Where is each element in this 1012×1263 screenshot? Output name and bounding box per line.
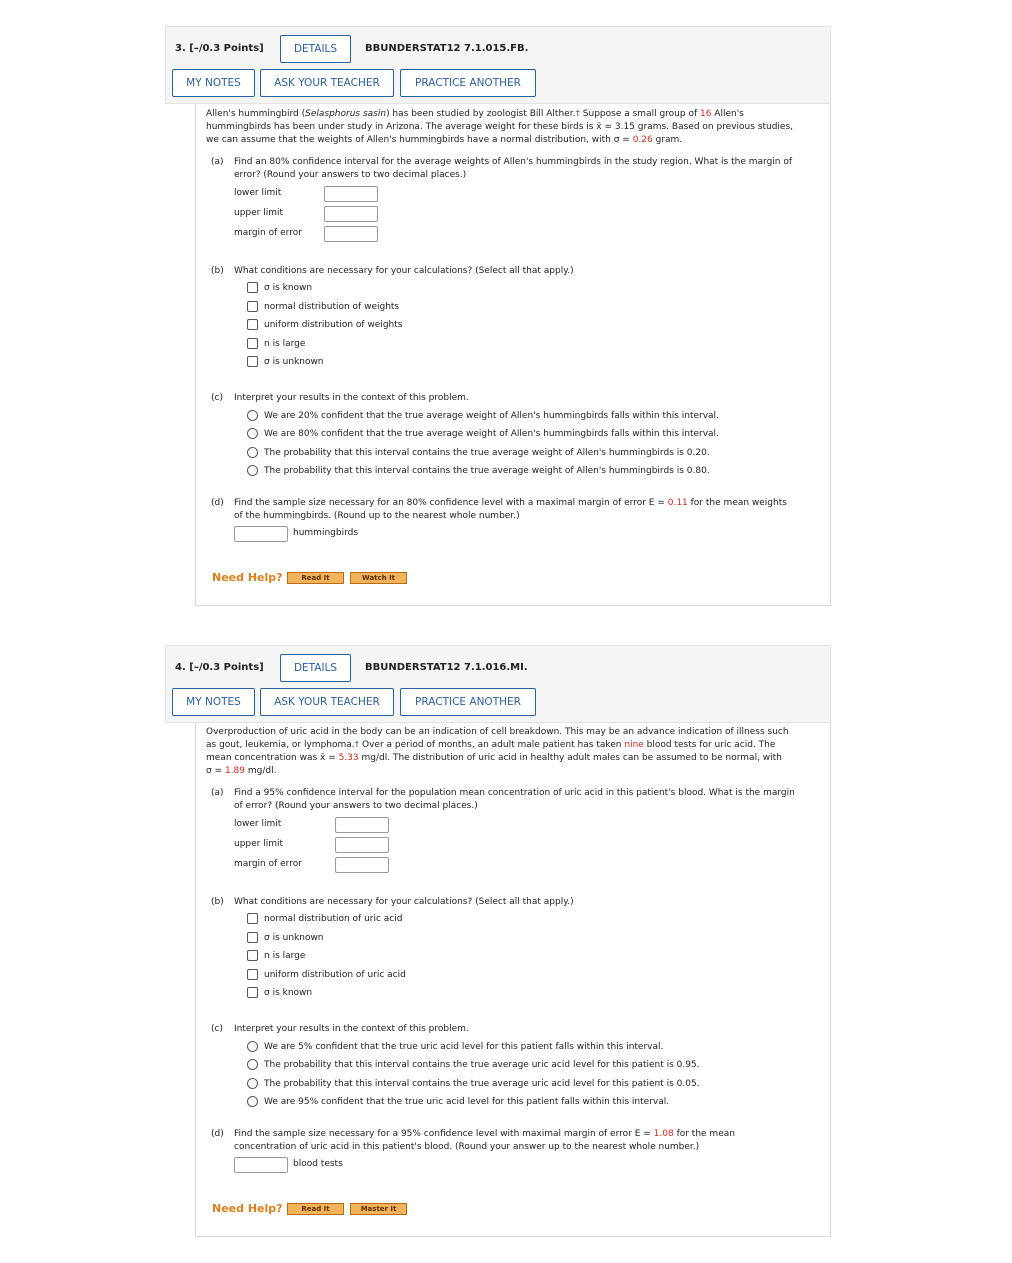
checkbox[interactable] bbox=[247, 969, 258, 980]
margin-of-error-input[interactable] bbox=[335, 857, 389, 873]
checkbox-option[interactable]: normal distribution of uric acid bbox=[247, 913, 402, 924]
sample-size-input[interactable] bbox=[234, 526, 288, 542]
checkbox[interactable] bbox=[247, 913, 258, 924]
question-number: 4. [–/0.3 Points] bbox=[175, 662, 264, 673]
checkbox-option[interactable]: σ is known bbox=[247, 282, 312, 293]
part-a-tag: (a) bbox=[211, 788, 224, 798]
ask-teacher-button[interactable]: ASK YOUR TEACHER bbox=[260, 688, 394, 716]
part-d-tag: (d) bbox=[211, 498, 224, 508]
checkbox-option[interactable]: σ is unknown bbox=[247, 356, 324, 367]
checkbox[interactable] bbox=[247, 338, 258, 349]
radio[interactable] bbox=[247, 428, 258, 439]
my-notes-button[interactable]: MY NOTES bbox=[172, 69, 255, 97]
part-b-tag: (b) bbox=[211, 897, 224, 907]
part-a-prompt: Find a 95% confidence interval for the population mean concentration of uric acid in this patient's blood. What is the margin of error? (Round your answers to two decimal places.) bbox=[234, 788, 795, 811]
part-d-prompt: Find the sample size necessary for an 80% confidence level with a maximal margin of error E = 0.11 for the mean weights of the hummingbirds. (Round up to the nearest whole number.) bbox=[234, 498, 787, 521]
part-b-tag: (b) bbox=[211, 266, 224, 276]
checkbox-option[interactable]: uniform distribution of weights bbox=[247, 319, 402, 330]
question-4-header bbox=[165, 645, 831, 723]
checkbox[interactable] bbox=[247, 319, 258, 330]
lower-limit-input[interactable] bbox=[324, 186, 378, 202]
radio[interactable] bbox=[247, 465, 258, 476]
checkbox-option[interactable]: σ is known bbox=[247, 987, 312, 998]
part-c-tag: (c) bbox=[211, 393, 223, 403]
practice-another-button[interactable]: PRACTICE ANOTHER bbox=[400, 688, 536, 716]
watch-it-button[interactable]: Watch It bbox=[350, 572, 407, 584]
problem-statement: Allen's hummingbird (Selasphorus sasin) has been studied by zoologist Bill Alther.† Suppose a small group of 16 Allen's hummingbirds has been under study in Arizona. The average weight for these birds is x̄ = 3.15 grams. Based on previous studies, we can assume that the weights of Allen's hummingbirds have a normal distribution, with σ = 0.26 gram. bbox=[206, 109, 794, 145]
radio-option[interactable]: The probability that this interval contains the true average uric acid level for this patient is 0.05. bbox=[247, 1078, 700, 1089]
checkbox[interactable] bbox=[247, 282, 258, 293]
sample-size-unit: blood tests bbox=[293, 1159, 343, 1169]
problem-statement: Overproduction of uric acid in the body can be an indication of cell breakdown. This may be an advance indication of illness such as gout, leukemia, or lymphoma.† Over a period of months, an adult male patient has taken nine blood tests for uric acid. The mean concentration was x̄ = 5.33 mg/dl. The distribution of uric acid in healthy adult males can be assumed to be normal, with σ = 1.89 mg/dl. bbox=[206, 727, 789, 776]
practice-another-button[interactable]: PRACTICE ANOTHER bbox=[400, 69, 536, 97]
sample-size-input[interactable] bbox=[234, 1157, 288, 1173]
question-number: 3. [–/0.3 Points] bbox=[175, 43, 264, 54]
radio-option[interactable]: The probability that this interval contains the true average uric acid level for this patient is 0.95. bbox=[247, 1059, 700, 1070]
checkbox-option[interactable]: n is large bbox=[247, 950, 305, 961]
need-help-label: Need Help? bbox=[212, 1202, 283, 1215]
question-3 bbox=[165, 26, 831, 606]
checkbox[interactable] bbox=[247, 987, 258, 998]
upper-limit-input[interactable] bbox=[324, 206, 378, 222]
margin-of-error-input[interactable] bbox=[324, 226, 378, 242]
radio[interactable] bbox=[247, 1078, 258, 1089]
radio[interactable] bbox=[247, 410, 258, 421]
checkbox[interactable] bbox=[247, 301, 258, 312]
part-b-prompt: What conditions are necessary for your calculations? (Select all that apply.) bbox=[234, 897, 574, 907]
sample-size-unit: hummingbirds bbox=[293, 528, 359, 538]
lower-limit-label: lower limit bbox=[234, 819, 282, 829]
lower-limit-input[interactable] bbox=[335, 817, 389, 833]
part-d-tag: (d) bbox=[211, 1129, 224, 1139]
question-4 bbox=[165, 645, 831, 1237]
read-it-button[interactable]: Read It bbox=[287, 1203, 344, 1215]
question-code: BBUNDERSTAT12 7.1.016.MI. bbox=[365, 662, 528, 673]
upper-limit-input[interactable] bbox=[335, 837, 389, 853]
part-b-prompt: What conditions are necessary for your calculations? (Select all that apply.) bbox=[234, 266, 574, 276]
radio[interactable] bbox=[247, 1041, 258, 1052]
lower-limit-label: lower limit bbox=[234, 188, 282, 198]
upper-limit-label: upper limit bbox=[234, 839, 284, 849]
read-it-button[interactable]: Read It bbox=[287, 572, 344, 584]
part-a-prompt: Find an 80% confidence interval for the average weights of Allen's hummingbirds in the study region. What is the margin of error? (Round your answers to two decimal places.) bbox=[234, 157, 793, 180]
radio-option[interactable]: We are 5% confident that the true uric acid level for this patient falls within this interval. bbox=[247, 1041, 663, 1052]
radio[interactable] bbox=[247, 1059, 258, 1070]
question-3-header bbox=[165, 26, 831, 104]
checkbox-option[interactable]: n is large bbox=[247, 338, 305, 349]
radio[interactable] bbox=[247, 447, 258, 458]
checkbox-option[interactable]: normal distribution of weights bbox=[247, 301, 399, 312]
radio-option[interactable]: The probability that this interval contains the true average weight of Allen's hummingbirds is 0.20. bbox=[247, 447, 710, 458]
radio-option[interactable]: We are 95% confident that the true uric acid level for this patient falls within this interval. bbox=[247, 1096, 669, 1107]
upper-limit-label: upper limit bbox=[234, 208, 284, 218]
question-code: BBUNDERSTAT12 7.1.015.FB. bbox=[365, 43, 529, 54]
details-button[interactable]: DETAILS bbox=[280, 654, 351, 682]
part-c-prompt: Interpret your results in the context of this problem. bbox=[234, 1024, 469, 1034]
my-notes-button[interactable]: MY NOTES bbox=[172, 688, 255, 716]
checkbox-option[interactable]: uniform distribution of uric acid bbox=[247, 969, 406, 980]
radio-option[interactable]: We are 20% confident that the true average weight of Allen's hummingbirds falls within this interval. bbox=[247, 410, 719, 421]
master-it-button[interactable]: Master It bbox=[350, 1203, 407, 1215]
need-help-label: Need Help? bbox=[212, 571, 283, 584]
checkbox-option[interactable]: σ is unknown bbox=[247, 932, 324, 943]
checkbox[interactable] bbox=[247, 950, 258, 961]
checkbox[interactable] bbox=[247, 356, 258, 367]
margin-of-error-label: margin of error bbox=[234, 859, 302, 869]
radio-option[interactable]: The probability that this interval contains the true average weight of Allen's hummingbirds is 0.80. bbox=[247, 465, 710, 476]
radio-option[interactable]: We are 80% confident that the true average weight of Allen's hummingbirds falls within this interval. bbox=[247, 428, 719, 439]
part-d-prompt: Find the sample size necessary for a 95% confidence level with maximal margin of error E = 1.08 for the mean concentration of uric acid in this patient's blood. (Round your answer up to the nearest whole number.) bbox=[234, 1129, 735, 1152]
radio[interactable] bbox=[247, 1096, 258, 1107]
part-c-prompt: Interpret your results in the context of this problem. bbox=[234, 393, 469, 403]
margin-of-error-label: margin of error bbox=[234, 228, 302, 238]
part-a-tag: (a) bbox=[211, 157, 224, 167]
checkbox[interactable] bbox=[247, 932, 258, 943]
ask-teacher-button[interactable]: ASK YOUR TEACHER bbox=[260, 69, 394, 97]
details-button[interactable]: DETAILS bbox=[280, 35, 351, 63]
part-c-tag: (c) bbox=[211, 1024, 223, 1034]
